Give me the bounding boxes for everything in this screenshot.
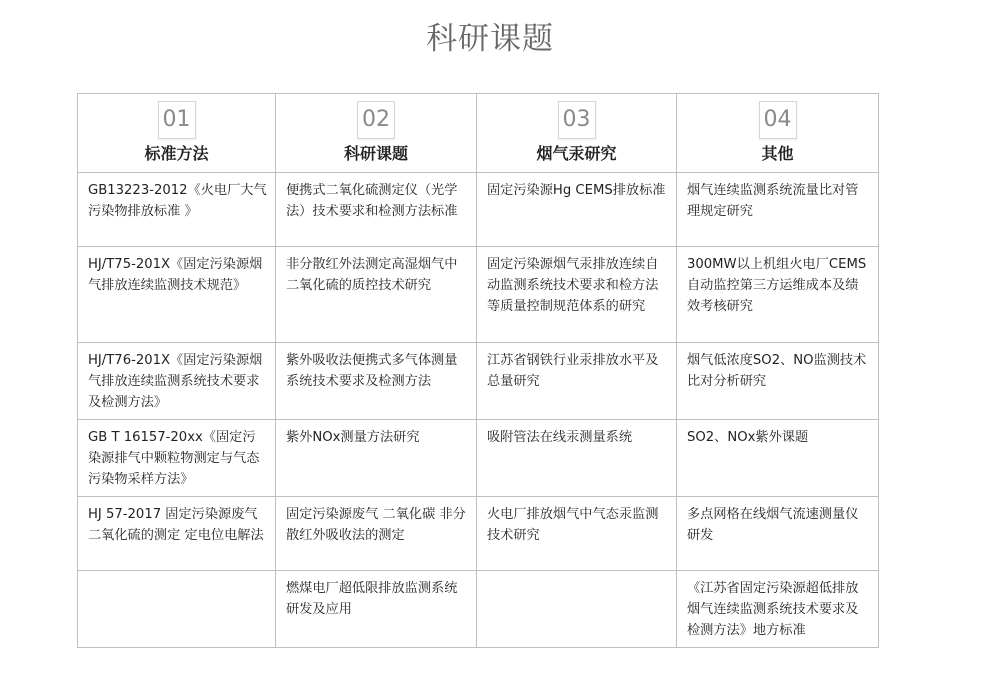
section-number-badge: 04 [759,101,797,139]
table-cell: 《江苏省固定污染源超低排放烟气连续监测系统技术要求及检测方法》地方标准 [677,571,879,648]
header-label: 烟气汞研究 [536,144,617,163]
table-cell: 紫外NOx测量方法研究 [276,420,477,497]
section-number-badge: 01 [158,101,196,139]
header-cell-other [677,94,879,173]
table-cell: 非分散红外法测定高湿烟气中二氧化硫的质控技术研究 [276,247,477,343]
table-row [78,420,879,497]
table-cell: HJ 57-2017 固定污染源废气 二氧化硫的测定 定电位电解法 [78,497,276,571]
header-cell-flue-gas-mercury [477,94,677,173]
header-label: 科研课题 [343,144,408,163]
section-number-badge: 02 [357,101,395,139]
table-cell: 便携式二氧化硫测定仪（光学法）技术要求和检测方法标准 [276,173,477,247]
table-cell: 烟气低浓度SO2、NO监测技术比对分析研究 [677,343,879,420]
table-row [78,343,879,420]
table-row [78,247,879,343]
table-cell: 紫外吸收法便携式多气体测量系统技术要求及检测方法 [276,343,477,420]
table-cell: 吸附管法在线汞测量系统 [477,420,677,497]
table-cell: 300MW以上机组火电厂CEMS自动监控第三方运维成本及绩效考核研究 [677,247,879,343]
table-cell: 多点网格在线烟气流速测量仪研发 [677,497,879,571]
table-cell: 火电厂排放烟气中气态汞监测技术研究 [477,497,677,571]
header-cell-research-topics [276,94,477,173]
table-row [78,173,879,247]
header-label: 标准方法 [144,144,209,163]
table-cell: GB T 16157-20xx《固定污染源排气中颗粒物测定与气态污染物采样方法》 [78,420,276,497]
table-cell: 固定污染源废气 二氧化碳 非分散红外吸收法的测定 [276,497,477,571]
table-cell: SO2、NOx紫外课题 [677,420,879,497]
table-cell: 固定污染源Hg CEMS排放标准 [477,173,677,247]
table-row [78,571,879,648]
table-cell: 江苏省钢铁行业汞排放水平及总量研究 [477,343,677,420]
header-label: 其他 [761,144,794,163]
table-cell: GB13223-2012《火电厂大气污染物排放标准 》 [78,173,276,247]
table-header-row [78,94,879,173]
research-table [77,93,879,648]
header-cell-standard-methods [78,94,276,173]
table-row [78,497,879,571]
table-cell: HJ/T75-201X《固定污染源烟气排放连续监测技术规范》 [78,247,276,343]
page-title: 科研课题 [426,21,554,57]
table-cell: 燃煤电厂超低限排放监测系统研发及应用 [276,571,477,648]
table-cell [78,571,276,648]
table-cell: 烟气连续监测系统流量比对管理规定研究 [677,173,879,247]
table-cell [477,571,677,648]
table-cell: 固定污染源烟气汞排放连续自动监测系统技术要求和检方法等质量控制规范体系的研究 [477,247,677,343]
table-cell: HJ/T76-201X《固定污染源烟气排放连续监测系统技术要求及检测方法》 [78,343,276,420]
section-number-badge: 03 [558,101,596,139]
